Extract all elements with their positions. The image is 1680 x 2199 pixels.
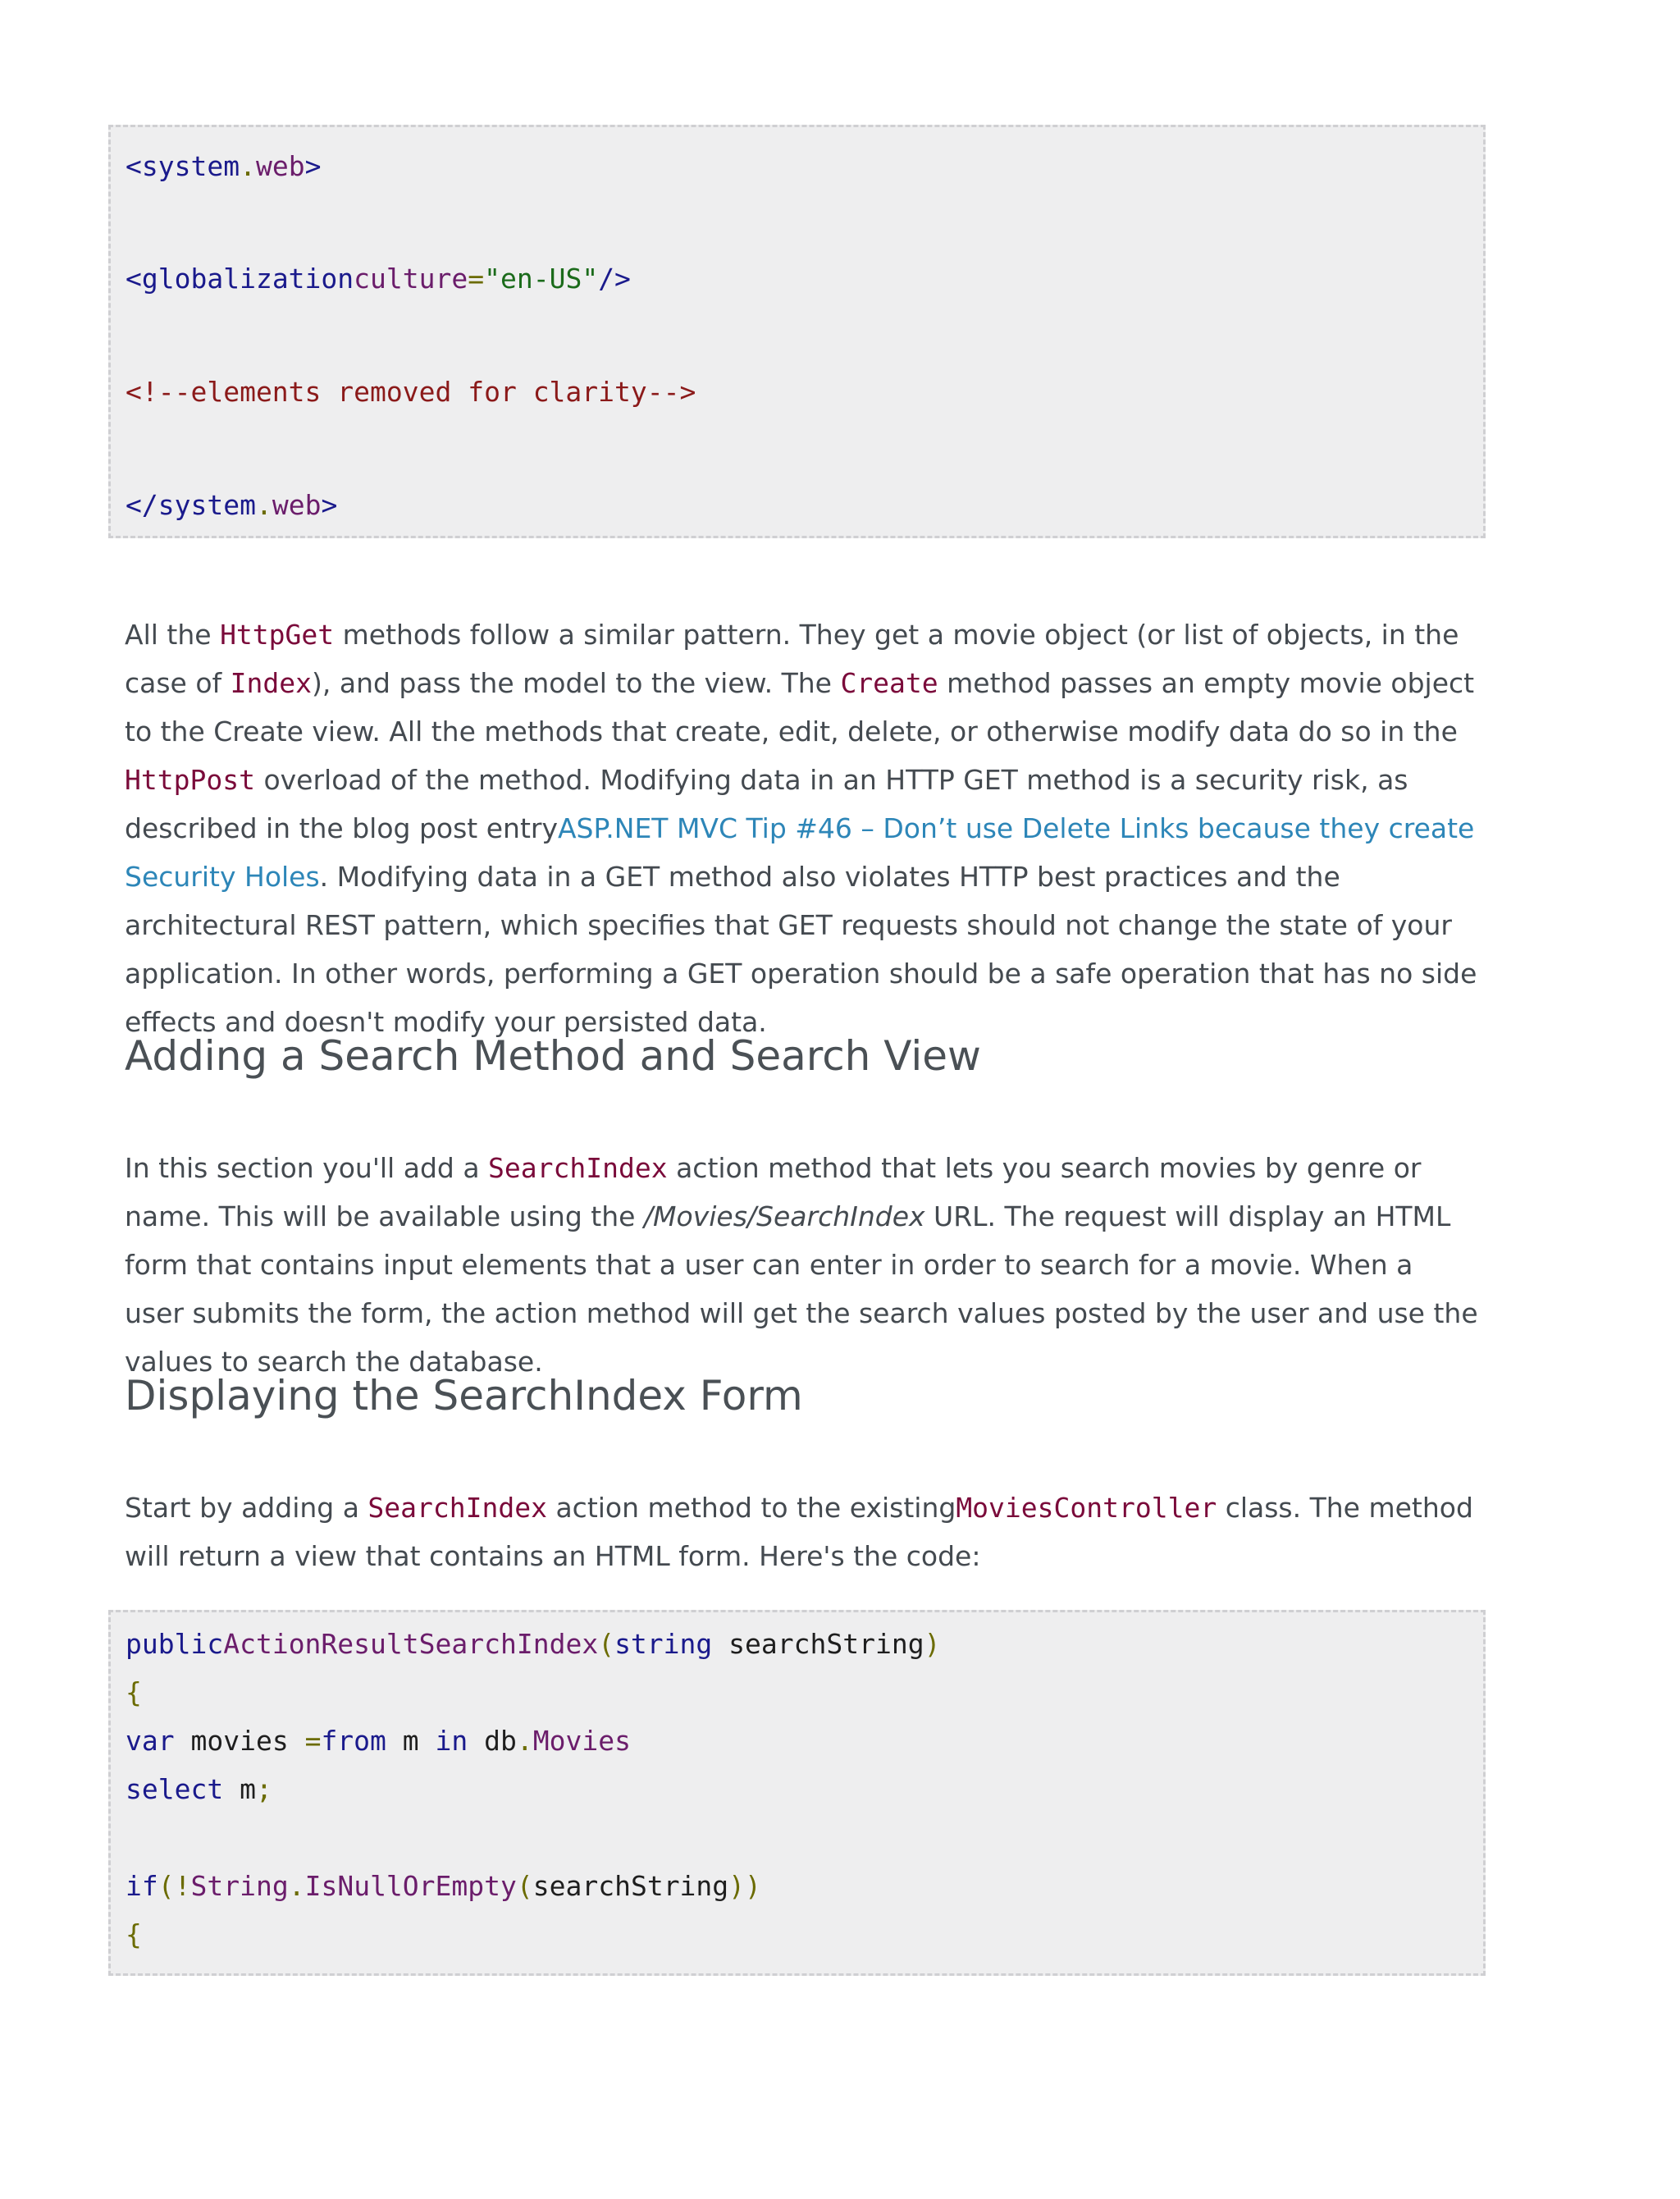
code-token: web <box>272 489 322 521</box>
code-token: . <box>516 1725 533 1757</box>
code-line <box>126 376 696 409</box>
code-line <box>126 1676 142 1709</box>
code-token: ) <box>924 1628 941 1660</box>
code-token: if <box>126 1870 158 1902</box>
text-run: URL. The request will display an HTML form that contains input elements that a user can enter in order to search for a movie. When a user submits the form, the action method will get the search values posted by the user and use the values to search the database. <box>125 1200 1478 1378</box>
body-paragraph <box>125 1144 1478 1386</box>
inline-code: SearchIndex <box>488 1152 668 1184</box>
code-token: public <box>126 1628 224 1660</box>
code-token: from <box>321 1725 386 1757</box>
text-run: ), and pass the model to the view. The <box>312 667 841 699</box>
code-token: < <box>126 263 142 295</box>
text-run: In this section you'll add a <box>125 1152 489 1184</box>
inline-code: MoviesController <box>956 1492 1217 1524</box>
code-token: ( <box>598 1628 615 1660</box>
code-token: = <box>468 263 485 295</box>
code-token: = <box>304 1725 322 1757</box>
text-run: All the <box>125 619 221 651</box>
code-token: { <box>126 1918 142 1950</box>
inline-code: HttpGet <box>220 619 335 651</box>
code-token: (! <box>158 1870 191 1902</box>
code-token: searchString <box>712 1628 924 1660</box>
code-token: IsNullOrEmpty <box>304 1870 517 1902</box>
code-line <box>126 263 631 295</box>
inline-code: Index <box>230 667 312 699</box>
code-token: system <box>158 489 256 521</box>
code-token: Movies <box>532 1725 631 1757</box>
code-line <box>126 1628 940 1661</box>
code-token: m <box>223 1773 256 1805</box>
text-run: Start by adding a <box>125 1492 368 1524</box>
code-token: . <box>240 150 256 182</box>
text-run: class. The method will return a view that contains an HTML form. Here's the code: <box>125 1492 1473 1572</box>
code-token: SearchIndex <box>418 1628 599 1660</box>
inline-code: SearchIndex <box>368 1492 547 1524</box>
code-token: "en-US" <box>484 263 599 295</box>
code-block-config <box>108 125 1486 538</box>
code-token: string <box>614 1628 713 1660</box>
inline-code: Create <box>840 667 938 699</box>
code-token: movies <box>174 1725 305 1757</box>
code-line <box>126 1870 761 1903</box>
body-paragraph <box>125 1484 1478 1580</box>
code-token: var <box>126 1725 175 1757</box>
text-run: action method that lets you search movies by genre or name. This will be available using the <box>125 1152 1422 1232</box>
code-token: . <box>255 489 272 521</box>
code-line <box>126 489 337 522</box>
body-paragraph <box>125 610 1478 1046</box>
code-token: ( <box>516 1870 533 1902</box>
code-token: web <box>255 150 305 182</box>
code-token: )) <box>728 1870 761 1902</box>
text-run: . Modifying data in a GET method also violates HTTP best practices and the architectural REST pattern, which specifies that GET requests should not change the state of your application. In other words, performing a GET operation should be a safe operation that has no side effects and doesn't modify your persisted data. <box>125 861 1477 1038</box>
code-token: /> <box>598 263 631 295</box>
section-heading: Displaying the SearchIndex Form <box>125 1372 803 1420</box>
code-block-searchindex <box>108 1610 1486 1976</box>
code-token: . <box>288 1870 305 1902</box>
code-token: { <box>126 1676 142 1708</box>
text-run: methods follow a similar pattern. They get a movie object (or list of objects, in the case of <box>125 619 1459 699</box>
text-run: overload of the method. Modifying data in an HTTP GET method is a security risk, as described in the blog post entry <box>125 764 1408 844</box>
code-token: ; <box>255 1773 272 1805</box>
code-token: select <box>126 1773 224 1805</box>
code-token: in <box>435 1725 468 1757</box>
text-run: method passes an empty movie object to the Create view. All the methods that create, edit, delete, or otherwise modify data do so in the <box>125 667 1475 747</box>
inline-code: HttpPost <box>125 764 255 796</box>
text-run: action method to the existing <box>546 1492 956 1524</box>
code-token: > <box>304 150 322 182</box>
url-path: /Movies/SearchIndex <box>643 1200 925 1232</box>
code-token: searchString <box>532 1870 729 1902</box>
section-heading: Adding a Search Method and Search View <box>125 1032 981 1080</box>
code-token: String <box>190 1870 289 1902</box>
code-comment: <!--elements removed for clarity--> <box>126 376 696 408</box>
code-token: system <box>141 150 240 182</box>
code-line <box>126 1773 272 1806</box>
code-token: db <box>468 1725 517 1757</box>
code-token: < <box>126 150 142 182</box>
code-token: > <box>321 489 338 521</box>
code-token: ActionResult <box>223 1628 419 1660</box>
code-token: culture <box>354 263 468 295</box>
code-token: </ <box>126 489 158 521</box>
blog-post-link[interactable]: ASP.NET MVC Tip #46 – Don’t use Delete Links because they create Security Holes <box>125 812 1475 893</box>
code-line <box>126 1918 142 1951</box>
code-line <box>126 1725 631 1758</box>
code-token: globalization <box>141 263 354 295</box>
code-line <box>126 150 321 183</box>
code-token: m <box>386 1725 436 1757</box>
